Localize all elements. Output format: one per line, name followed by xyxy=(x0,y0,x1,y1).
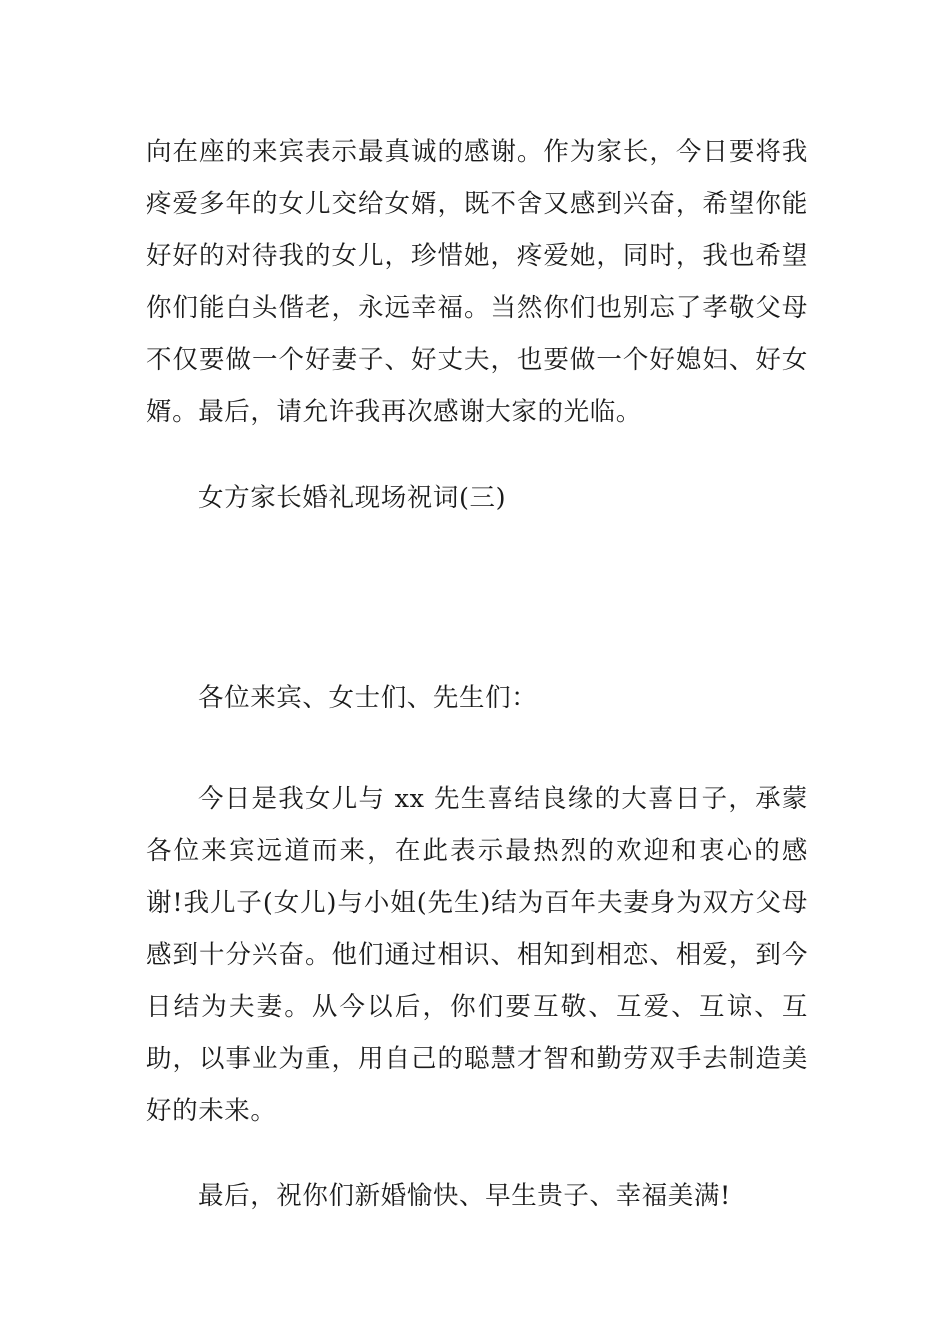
closing-line: 最后，祝你们新婚愉快、早生贵子、幸福美满! xyxy=(198,1181,731,1211)
body-paragraph: 向在座的来宾表示最真诚的感谢。作为家长，今日要将我疼爱多年的女儿交给女婿，既不舍又感到兴奋，希望你能好好的对待我的女儿，珍惜她，疼爱她，同时，我也希望你们能白头偕老，永远幸福。当然你们也别忘了孝敬父母不仅要做一个好妻子、好丈夫，也要做一个好媳妇、好女婿。最后，请允许我再次感谢大家的光临。 xyxy=(146,137,808,427)
section-heading: 女方家长婚礼现场祝词(三) xyxy=(198,483,507,513)
body-paragraph: 今日是我女儿与 xx 先生喜结良缘的大喜日子，承蒙各位来宾远道而来，在此表示最热烈的欢迎和衷心的感谢!我儿子(女儿)与小姐(先生)结为百年夫妻身为双方父母感到十分兴奋。他们通过相识、相知到相恋、相爱，到今日结为夫妻。从今以后，你们要互敬、互爱、互谅、互助，以事业为重，用自己的聪慧才智和勤劳双手去制造美好的未来。 xyxy=(146,784,808,1126)
greeting-line: 各位来宾、女士们、先生们： xyxy=(198,683,538,713)
